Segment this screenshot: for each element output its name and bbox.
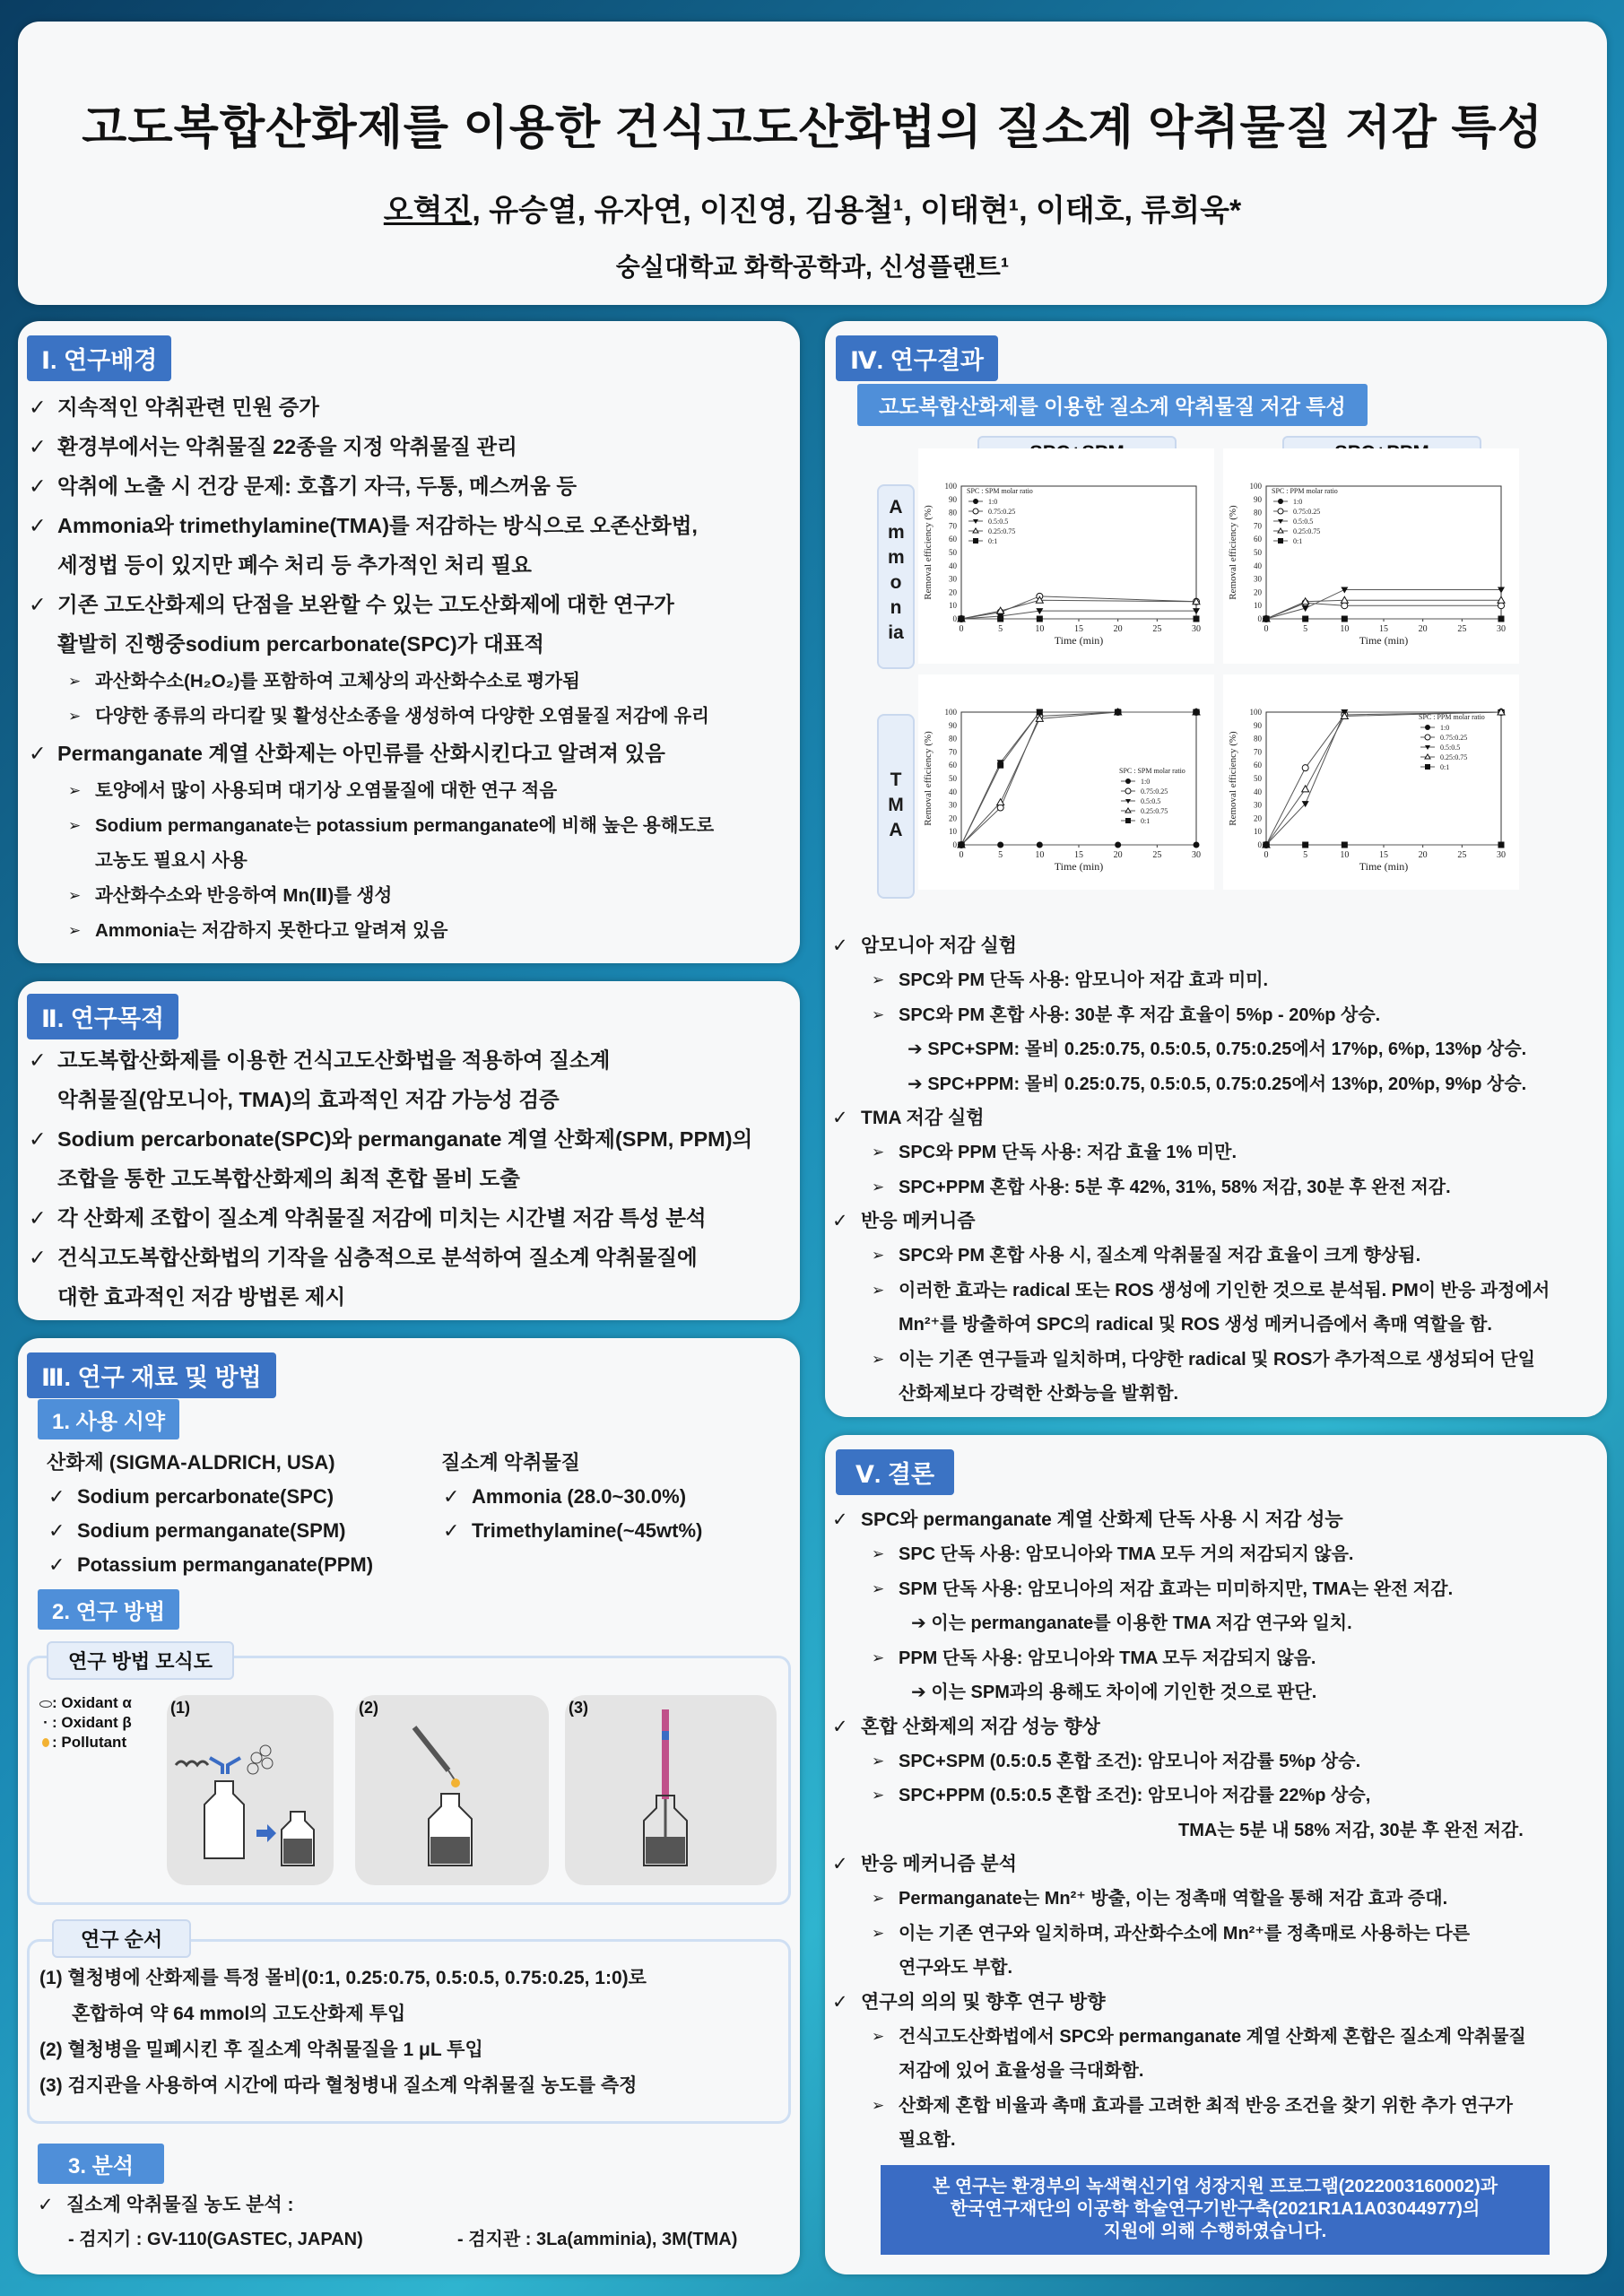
background-list xyxy=(27,387,714,948)
subheading-analysis: 3. 분석 xyxy=(38,2144,164,2184)
list-item: ✓ Trimethylamine(~45wt%) xyxy=(441,1514,702,1548)
objective-list xyxy=(27,1040,752,1317)
y-tick-label: 70 xyxy=(1254,747,1262,757)
list-item: ✓ 악취에 노출 시 건강 문제: 호흡기 자극, 두통, 메스꺼움 등 xyxy=(27,466,714,506)
legend-label: 0:1 xyxy=(1141,817,1151,825)
arrow-item: ➔ 이는 permanganate를 이용한 TMA 저감 연구와 일치. xyxy=(830,1606,1526,1641)
oxidants-title: 산화제 (SIGMA-ALDRICH, USA) xyxy=(47,1451,335,1474)
other-authors: , 유승열, 유자연, 이진영, 김용철¹, 이태현¹, 이태호, 류희욱* xyxy=(472,194,1242,228)
y-tick-label: 60 xyxy=(1254,535,1262,544)
list-item-continued: 활발히 진행중sodium percarbonate(SPC)가 대표적 xyxy=(57,632,545,656)
acknowledgement-box xyxy=(881,2165,1550,2255)
legend-label: 0.5:0.5 xyxy=(1141,797,1161,805)
list-item: ✓ 반응 메커니즘 분석 xyxy=(830,1848,1526,1882)
section-heading-background: Ⅰ. 연구배경 xyxy=(27,335,171,381)
legend-marker xyxy=(973,509,978,514)
x-tick-label: 10 xyxy=(1035,850,1045,860)
y-axis-label: Removal efficiency (%) xyxy=(1228,505,1238,600)
procedure-list xyxy=(39,1961,647,2104)
list-item: ✓ SPC와 permanganate 계열 산화제 단독 사용 시 저감 성능 xyxy=(830,1503,1526,1537)
y-tick-label: 10 xyxy=(1254,601,1262,611)
legend-marker xyxy=(973,538,978,544)
y-tick-label: 40 xyxy=(949,787,957,796)
list-item-continued: 악취물질(암모니아, TMA)의 효과적인 저감 가능성 검증 xyxy=(57,1088,560,1111)
sub-item: ➢ 이는 기존 연구들과 일치하며, 다양한 radical 및 ROS가 추가적으로 생성되어 단일 xyxy=(830,1343,1550,1378)
list-item: ✓ 환경부에서는 악취물질 22종을 지정 악취물질 관리 xyxy=(27,427,714,466)
x-axis-label: Time (min) xyxy=(1054,860,1104,873)
sub-item: ➢ SPM 단독 사용: 암모니아의 저감 효과는 미미하지만, TMA는 완전 저감. xyxy=(830,1572,1526,1607)
x-tick-label: 15 xyxy=(1074,850,1083,860)
x-tick-label: 15 xyxy=(1379,624,1388,634)
y-tick-label: 40 xyxy=(1254,561,1262,570)
y-tick-label: 30 xyxy=(1254,800,1262,810)
list-item: ✓ Potassium permanganate(PPM) xyxy=(47,1548,373,1582)
list-item: ✓ 암모니아 저감 실험 xyxy=(830,929,1550,963)
sub-item: ➢ 과산화수소(H₂O₂)를 포함하여 고체상의 과산화수소로 평가됨 xyxy=(27,664,714,699)
sub-item: ➢ SPC+SPM (0.5:0.5 혼합 조건): 암모니아 저감률 5%p 상승. xyxy=(830,1744,1526,1779)
title-header xyxy=(18,22,1607,305)
sub-item: ➢ 건식고도산화법에서 SPC와 permanganate 계열 산화제 혼합은 질소계 악취물질 xyxy=(830,2020,1526,2055)
x-tick-label: 30 xyxy=(1497,850,1506,860)
sub-item-continued: TMA는 5분 내 58% 저감, 30분 후 완전 저감. xyxy=(1178,1820,1524,1840)
list-item: ✓ 혼합 산화제의 저감 성능 향상 xyxy=(830,1710,1526,1744)
data-point xyxy=(1264,842,1270,848)
procedure-label: 연구 순서 xyxy=(52,1919,191,1958)
sub-item-continued: 산화제보다 강력한 산화능을 발휘함. xyxy=(899,1384,1179,1404)
list-item: ✓ 건식고도복합산화법의 기작을 심층적으로 분석하여 질소계 악취물질에 xyxy=(27,1238,752,1277)
bottle-mixing-icon xyxy=(167,1695,334,1885)
legend-label: 0.25:0.75 xyxy=(1141,807,1168,815)
x-tick-label: 25 xyxy=(1152,624,1162,634)
x-tick-label: 25 xyxy=(1457,624,1467,634)
legend-marker xyxy=(1425,764,1430,770)
x-tick-label: 25 xyxy=(1152,850,1162,860)
list-item: ✓ 각 산화제 조합이 질소계 악취물질 저감에 미치는 시간별 저감 특성 분석 xyxy=(27,1198,752,1238)
arrow-item: ➔ SPC+PPM: 몰비 0.25:0.75, 0.5:0.5, 0.75:0.25에서 13%p, 20%p, 9%p 상승. xyxy=(830,1067,1550,1102)
sub-item: ➢ SPC+PPM 혼합 사용: 5분 후 42%, 31%, 58% 저감, 30분 후 완전 저감. xyxy=(830,1170,1550,1205)
x-tick-label: 0 xyxy=(959,850,964,860)
x-tick-label: 0 xyxy=(1264,624,1269,634)
data-point xyxy=(1302,765,1308,771)
data-point xyxy=(1037,709,1043,716)
y-tick-label: 40 xyxy=(949,561,957,570)
subheading-reagents: 1. 사용 시약 xyxy=(38,1399,179,1439)
data-point xyxy=(1498,616,1505,622)
list-item: ✓ 지속적인 악취관련 민원 증가 xyxy=(27,387,714,427)
x-tick-label: 15 xyxy=(1074,624,1083,634)
sub-item: ➢ SPC 단독 사용: 암모니아와 TMA 모두 거의 저감되지 않음. xyxy=(830,1537,1526,1572)
data-point xyxy=(1264,616,1270,622)
legend-label: 0:1 xyxy=(1440,763,1450,771)
legend-oxidant-alpha: : Oxidant α xyxy=(39,1693,132,1713)
legend-pollutant: : Pollutant xyxy=(39,1733,132,1752)
y-tick-label: 100 xyxy=(1249,708,1262,717)
legend-marker xyxy=(1425,725,1430,730)
y-tick-label: 80 xyxy=(949,734,957,744)
y-tick-label: 20 xyxy=(1254,587,1262,597)
x-tick-label: 10 xyxy=(1340,624,1350,634)
y-tick-label: 100 xyxy=(1249,482,1262,491)
schematic-step-1: (1) xyxy=(167,1695,334,1885)
y-tick-label: 30 xyxy=(949,800,957,810)
list-item: ✓ Ammonia와 trimethylamine(TMA)를 저감하는 방식으로 오존산화법, xyxy=(27,506,714,545)
legend-marker xyxy=(1278,538,1283,544)
sub-item: ➢ 이는 기존 연구와 일치하며, 과산화수소에 Mn²⁺를 정촉매로 사용하는 다른 xyxy=(830,1917,1526,1952)
data-point xyxy=(1194,616,1200,622)
x-axis-label: Time (min) xyxy=(1359,860,1409,873)
x-tick-label: 5 xyxy=(1303,624,1308,634)
sub-item-continued: 고농도 필요시 사용 xyxy=(95,850,248,871)
legend-marker xyxy=(1278,509,1283,514)
data-point xyxy=(1037,842,1043,848)
list-item-continued: 대한 효과적인 저감 방법론 제시 xyxy=(57,1285,346,1309)
y-tick-label: 70 xyxy=(949,521,957,531)
data-point xyxy=(959,616,965,622)
results-list xyxy=(830,929,1550,1412)
data-point xyxy=(1302,616,1308,622)
list-item: ✓ Sodium permanganate(SPM) xyxy=(47,1514,373,1548)
y-tick-label: 30 xyxy=(949,574,957,584)
y-tick-label: 90 xyxy=(1254,494,1262,504)
data-point xyxy=(1115,842,1121,848)
data-point xyxy=(1194,709,1200,716)
data-point xyxy=(1342,842,1348,848)
legend-label: 0:1 xyxy=(1293,537,1303,545)
sub-item-continued: 연구와도 부합. xyxy=(899,1958,1013,1978)
sub-item: ➢ Permanganate는 Mn²⁺ 방출, 이는 정촉매 역할을 통해 저감 효과 증대. xyxy=(830,1882,1526,1917)
list-item: ✓ Sodium percarbonate(SPC)와 permanganate 계열 산화제(SPM, PPM)의 xyxy=(27,1119,752,1159)
legend-label: 1:0 xyxy=(1293,498,1303,506)
x-tick-label: 30 xyxy=(1497,624,1506,634)
list-item-continued: 세정법 등이 있지만 폐수 처리 등 추가적인 처리 필요 xyxy=(57,553,532,577)
x-tick-label: 5 xyxy=(998,850,1003,860)
y-tick-label: 0 xyxy=(1257,614,1262,623)
x-tick-label: 20 xyxy=(1418,850,1428,860)
legend-label: 0.75:0.25 xyxy=(1293,508,1321,516)
arrow-item: ➔ 이는 SPM과의 용해도 차이에 기인한 것으로 판단. xyxy=(830,1675,1526,1710)
legend-label: 0.25:0.75 xyxy=(988,527,1016,535)
section-heading-results: Ⅳ. 연구결과 xyxy=(836,335,998,381)
legend-label: 0.75:0.25 xyxy=(1141,787,1168,796)
legend-oxidant-beta: · : Oxidant β xyxy=(43,1714,132,1731)
y-tick-label: 60 xyxy=(949,535,957,544)
data-point xyxy=(997,616,1003,622)
results-figure xyxy=(918,448,1528,933)
section-heading-methods: Ⅲ. 연구 재료 및 방법 xyxy=(27,1352,276,1398)
y-tick-label: 60 xyxy=(949,761,957,770)
y-tick-label: 0 xyxy=(952,614,957,623)
sub-item: ➢ SPC와 PM 혼합 사용 시, 질소계 악취물질 저감 효율이 크게 향상됨. xyxy=(830,1239,1550,1274)
odors-title: 질소계 악취물질 xyxy=(441,1451,580,1474)
author-list xyxy=(18,186,1607,230)
x-tick-label: 10 xyxy=(1340,850,1350,860)
y-tick-label: 20 xyxy=(1254,813,1262,823)
section-heading-conclusion: Ⅴ. 결론 xyxy=(836,1449,954,1495)
analysis-list xyxy=(36,2188,789,2257)
legend-marker xyxy=(1278,499,1283,504)
y-axis-label: Removal efficiency (%) xyxy=(923,731,934,826)
data-point xyxy=(997,842,1003,848)
y-tick-label: 50 xyxy=(949,548,957,557)
y-axis-label: Removal efficiency (%) xyxy=(1228,731,1238,826)
sub-item: ➢ Ammonia는 저감하지 못한다고 알려져 있음 xyxy=(27,913,714,948)
x-tick-label: 25 xyxy=(1457,850,1467,860)
sub-item: ➢ Sodium permanganate는 potassium permanganate에 비해 높은 용해도로 xyxy=(27,808,714,843)
legend-label: 0.75:0.25 xyxy=(988,508,1016,516)
x-axis-label: Time (min) xyxy=(1054,634,1104,647)
affiliation: 숭실대학교 화학공학과, 신성플랜트¹ xyxy=(615,253,1010,281)
x-tick-label: 30 xyxy=(1192,624,1201,634)
y-tick-label: 50 xyxy=(949,774,957,783)
ack-line: 본 연구는 환경부의 녹색혁신기업 성장지원 프로그램(2022003160002)과 xyxy=(932,2177,1498,2196)
procedure-step: (2) 혈청병을 밀폐시킨 후 질소계 악취물질을 1 μL 투입 xyxy=(39,2039,483,2060)
list-item: ✓ 연구의 의의 및 향후 연구 방향 xyxy=(830,1986,1526,2020)
list-item: ✓ 고도복합산화제를 이용한 건식고도산화법을 적용하여 질소계 xyxy=(27,1040,752,1080)
list-item: ✓ Sodium percarbonate(SPC) xyxy=(47,1480,373,1514)
legend-title: SPC : PPM molar ratio xyxy=(1272,487,1338,495)
legend-title: SPC : SPM molar ratio xyxy=(967,487,1033,495)
legend-marker xyxy=(1425,735,1430,740)
legend-label: 0.25:0.75 xyxy=(1293,527,1321,535)
sub-item-continued: 저감에 있어 효율성을 극대화함. xyxy=(899,2061,1144,2081)
procedure-step: (1) 혈청병에 산화제를 특정 몰비(0:1, 0.25:0.75, 0.5:0.5, 0.75:0.25, 1:0)로 xyxy=(39,1968,647,1988)
detector-tube-icon xyxy=(565,1695,777,1885)
presenter-name: 오혁진 xyxy=(383,194,473,228)
reagents-odors xyxy=(441,1446,702,1548)
y-tick-label: 50 xyxy=(1254,774,1262,783)
ack-line: 한국연구재단의 이공학 학술연구기반구축(2021R1A1A03044977)의 xyxy=(950,2199,1481,2219)
x-tick-label: 5 xyxy=(998,624,1003,634)
legend-label: 0:1 xyxy=(988,537,998,545)
y-axis-label: Removal efficiency (%) xyxy=(923,505,934,600)
schematic-label: 연구 방법 모식도 xyxy=(47,1641,234,1680)
legend-label: 0.5:0.5 xyxy=(1293,517,1314,526)
legend-marker xyxy=(1125,778,1131,784)
y-tick-label: 40 xyxy=(1254,787,1262,796)
list-item: ✓ 질소계 악취물질 농도 분석 : xyxy=(36,2188,789,2222)
y-tick-label: 90 xyxy=(949,720,957,730)
list-item-continued: 조합을 통한 고도복합산화제의 최적 혼합 몰비 도출 xyxy=(57,1167,520,1190)
legend-label: 1:0 xyxy=(1440,724,1450,732)
sub-item: ➢ PPM 단독 사용: 암모니아와 TMA 모두 저감되지 않음. xyxy=(830,1641,1526,1676)
legend-label: 1:0 xyxy=(988,498,998,506)
data-point xyxy=(1498,842,1505,848)
y-tick-label: 70 xyxy=(949,747,957,757)
legend-title: SPC : PPM molar ratio xyxy=(1419,713,1485,721)
x-tick-label: 20 xyxy=(1418,624,1428,634)
ack-line: 지원에 의해 수행하였습니다. xyxy=(1103,2222,1327,2241)
sub-item: ➢ 과산화수소와 반응하여 Mn(Ⅱ)를 생성 xyxy=(27,878,714,913)
results-subtitle: 고도복합산화제를 이용한 질소계 악취물질 저감 특성 xyxy=(857,384,1368,426)
sub-item-continued: Mn²⁺를 방출하여 SPC의 radical 및 ROS 생성 메커니즘에서 촉매 역할을 함. xyxy=(899,1315,1492,1335)
data-point xyxy=(1194,842,1200,848)
y-tick-label: 30 xyxy=(1254,574,1262,584)
y-tick-label: 80 xyxy=(1254,508,1262,517)
sub-item: ➢ 토양에서 많이 사용되며 대기상 오염물질에 대한 연구 적음 xyxy=(27,773,714,808)
tube-text: - 검지관 : 3La(amminia), 3M(TMA) xyxy=(457,2230,738,2249)
analysis-instruments xyxy=(36,2222,789,2257)
syringe-injection-icon xyxy=(355,1695,549,1885)
row-label-tma: TMA xyxy=(877,714,915,899)
y-tick-label: 70 xyxy=(1254,521,1262,531)
x-tick-label: 30 xyxy=(1192,850,1201,860)
sub-item: ➢ SPC와 PPM 단독 사용: 저감 효율 1% 미만. xyxy=(830,1135,1550,1170)
sub-item: ➢ SPC+PPM (0.5:0.5 혼합 조건): 암모니아 저감률 22%p 상승, xyxy=(830,1779,1526,1813)
y-tick-label: 90 xyxy=(1254,720,1262,730)
sub-item: ➢ 산화제 혼합 비율과 촉매 효과를 고려한 최적 반응 조건을 찾기 위한 추가 연구가 xyxy=(830,2089,1526,2124)
y-tick-label: 20 xyxy=(949,813,957,823)
row-label-ammonia: Ammonia xyxy=(877,484,915,669)
x-axis-label: Time (min) xyxy=(1359,634,1409,647)
y-tick-label: 60 xyxy=(1254,761,1262,770)
y-tick-label: 100 xyxy=(944,708,957,717)
detector-text: - 검지기 : GV-110(GASTEC, JAPAN) xyxy=(68,2230,363,2249)
legend-marker xyxy=(1125,788,1131,794)
x-tick-label: 0 xyxy=(959,624,964,634)
data-point xyxy=(1342,616,1348,622)
schematic-legend xyxy=(39,1693,132,1752)
subheading-method: 2. 연구 방법 xyxy=(38,1589,179,1630)
data-point xyxy=(1302,842,1308,848)
y-tick-label: 20 xyxy=(949,587,957,597)
data-point xyxy=(997,762,1003,769)
list-item: ✓ 반응 메커니즘 xyxy=(830,1205,1550,1239)
legend-label: 0.75:0.25 xyxy=(1440,734,1468,742)
reagents-oxidants xyxy=(47,1446,373,1582)
y-tick-label: 80 xyxy=(949,508,957,517)
legend-label: 0.25:0.75 xyxy=(1440,753,1468,761)
sub-item: ➢ SPC와 PM 단독 사용: 암모니아 저감 효과 미미. xyxy=(830,963,1550,998)
legend-label: 1:0 xyxy=(1141,778,1151,786)
y-tick-label: 0 xyxy=(1257,840,1262,849)
conclusion-list xyxy=(830,1503,1526,2158)
y-tick-label: 80 xyxy=(1254,734,1262,744)
arrow-item: ➔ SPC+SPM: 몰비 0.25:0.75, 0.5:0.5, 0.75:0.25에서 17%p, 6%p, 13%p 상승. xyxy=(830,1032,1550,1067)
x-tick-label: 0 xyxy=(1264,850,1269,860)
section-heading-objective: Ⅱ. 연구목적 xyxy=(27,994,178,1039)
legend-label: 0.5:0.5 xyxy=(1440,744,1461,752)
list-item: ✓ Ammonia (28.0~30.0%) xyxy=(441,1480,702,1514)
y-tick-label: 90 xyxy=(949,494,957,504)
list-item: ✓ TMA 저감 실험 xyxy=(830,1101,1550,1135)
x-tick-label: 20 xyxy=(1113,624,1123,634)
y-tick-label: 10 xyxy=(949,827,957,837)
list-item: ✓ 기존 고도산화제의 단점을 보완할 수 있는 고도산화제에 대한 연구가 xyxy=(27,585,714,624)
poster-title: 고도복합산화제를 이용한 건식고도산화법의 질소계 악취물질 저감 특성 xyxy=(82,102,1543,154)
data-point xyxy=(959,842,965,848)
sub-item: ➢ 다양한 종류의 라디칼 및 활성산소종을 생성하여 다양한 오염물질 저감에 유리 xyxy=(27,699,714,734)
y-tick-label: 10 xyxy=(949,601,957,611)
schematic-step-2: (2) xyxy=(355,1695,549,1885)
x-tick-label: 15 xyxy=(1379,850,1388,860)
procedure-step-continued: 혼합하여 약 64 mmol의 고도산화제 투입 xyxy=(72,2004,406,2024)
legend-title: SPC : SPM molar ratio xyxy=(1119,767,1185,775)
y-tick-label: 10 xyxy=(1254,827,1262,837)
y-tick-label: 0 xyxy=(952,840,957,849)
sub-item: ➢ 이러한 효과는 radical 또는 ROS 생성에 기인한 것으로 분석됨. PM이 반응 과정에서 xyxy=(830,1274,1550,1309)
x-tick-label: 10 xyxy=(1035,624,1045,634)
x-tick-label: 5 xyxy=(1303,850,1308,860)
sub-item: ➢ SPC와 PM 혼합 사용: 30분 후 저감 효율이 5%p - 20%p 상승. xyxy=(830,998,1550,1033)
data-point xyxy=(1115,709,1121,716)
legend-marker xyxy=(1125,818,1131,823)
y-tick-label: 100 xyxy=(944,482,957,491)
legend-marker xyxy=(973,499,978,504)
schematic-step-3: (3) xyxy=(565,1695,777,1885)
data-point xyxy=(1037,616,1043,622)
x-tick-label: 20 xyxy=(1113,850,1123,860)
legend-label: 0.5:0.5 xyxy=(988,517,1009,526)
list-item: ✓ Permanganate 계열 산화제는 아민류를 산화시킨다고 알려져 있음 xyxy=(27,734,714,773)
y-tick-label: 50 xyxy=(1254,548,1262,557)
sub-item-continued: 필요함. xyxy=(899,2130,956,2150)
procedure-step: (3) 검지관을 사용하여 시간에 따라 혈청병내 질소계 악취물질 농도를 측정 xyxy=(39,2075,638,2096)
